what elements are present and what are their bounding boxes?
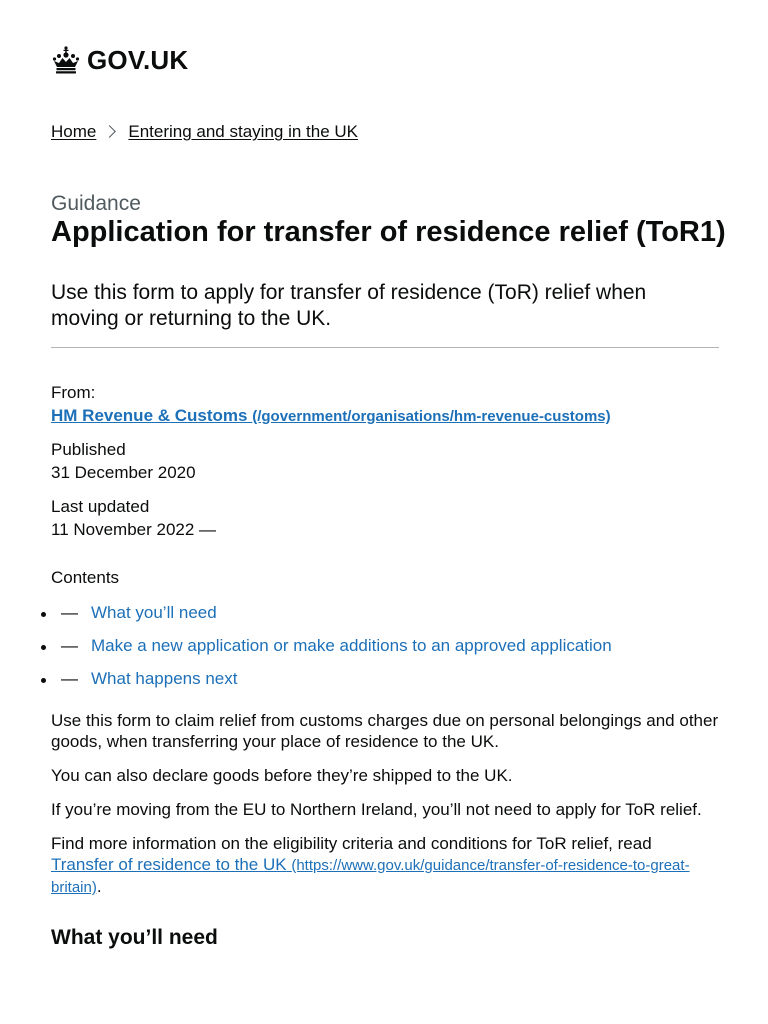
published-date: 31 December 2020: [51, 463, 196, 482]
published-label: Published: [51, 440, 126, 459]
breadcrumb: [51, 122, 358, 142]
org-link[interactable]: [51, 406, 611, 425]
dash: —: [61, 603, 78, 622]
contents-link-what-youll-need[interactable]: What you’ll need: [91, 603, 217, 622]
org-url: (/government/organisations/hm-revenue-customs): [252, 408, 611, 425]
updated-date: 11 November 2022 —: [51, 520, 217, 539]
metadata: [51, 381, 611, 541]
from-label: From:: [51, 383, 96, 402]
body-paragraph: Use this form to claim relief from customs charges due on personal belongings and other goods, when transferring your place of residence to the UK.: [51, 711, 719, 751]
updated-label: Last updated: [51, 497, 150, 516]
body-copy: [51, 710, 719, 911]
contents-item: [41, 636, 612, 669]
section-divider: [51, 347, 719, 348]
body-paragraph: You can also declare goods before they’re shipped to the UK.: [51, 766, 513, 785]
body-paragraph: [51, 833, 719, 898]
contents-link-new-application[interactable]: Make a new application or make additions to an approved application: [91, 636, 612, 655]
govuk-header[interactable]: [51, 42, 188, 78]
contents-item: [41, 603, 612, 636]
crown-icon: [51, 45, 81, 75]
page-caption: Guidance: [51, 192, 141, 215]
page-lead: Use this form to apply for transfer of residence (ToR) relief when moving or returning to the UK.: [51, 281, 647, 330]
section-heading-what-youll-need: What you’ll need: [51, 926, 218, 949]
dash: —: [61, 636, 78, 655]
bullet-icon: [41, 645, 46, 650]
govuk-logo-text[interactable]: GOV.UK: [87, 44, 189, 75]
body-text: Find more information on the eligibility criteria and conditions for ToR relief, read: [51, 834, 652, 853]
transfer-of-residence-link[interactable]: [51, 855, 690, 896]
contents-heading: Contents: [51, 568, 120, 587]
page-title: Application for transfer of residence relief (ToR1): [51, 216, 726, 248]
from-org: [51, 404, 611, 428]
breadcrumb-entering-staying-link[interactable]: Entering and staying in the UK: [128, 122, 359, 141]
bullet-icon: [41, 612, 46, 617]
bullet-icon: [41, 678, 46, 683]
contents-item: [41, 669, 612, 702]
breadcrumb-home-link[interactable]: Home: [51, 122, 97, 141]
contents-list: [41, 603, 612, 702]
chevron-right-icon: [103, 125, 116, 138]
contents-link-what-happens-next[interactable]: What happens next: [91, 669, 238, 688]
org-name: HM Revenue & Customs: [51, 406, 248, 425]
dash: —: [61, 669, 78, 688]
link-text: Transfer of residence to the UK: [51, 855, 287, 874]
period: .: [96, 877, 102, 896]
body-paragraph: If you’re moving from the EU to Northern Ireland, you’ll not need to apply for ToR relief.: [51, 800, 702, 819]
link-url: (https://www.gov.uk/guidance/transfer-of-residence-to-great-britain): [51, 857, 690, 896]
